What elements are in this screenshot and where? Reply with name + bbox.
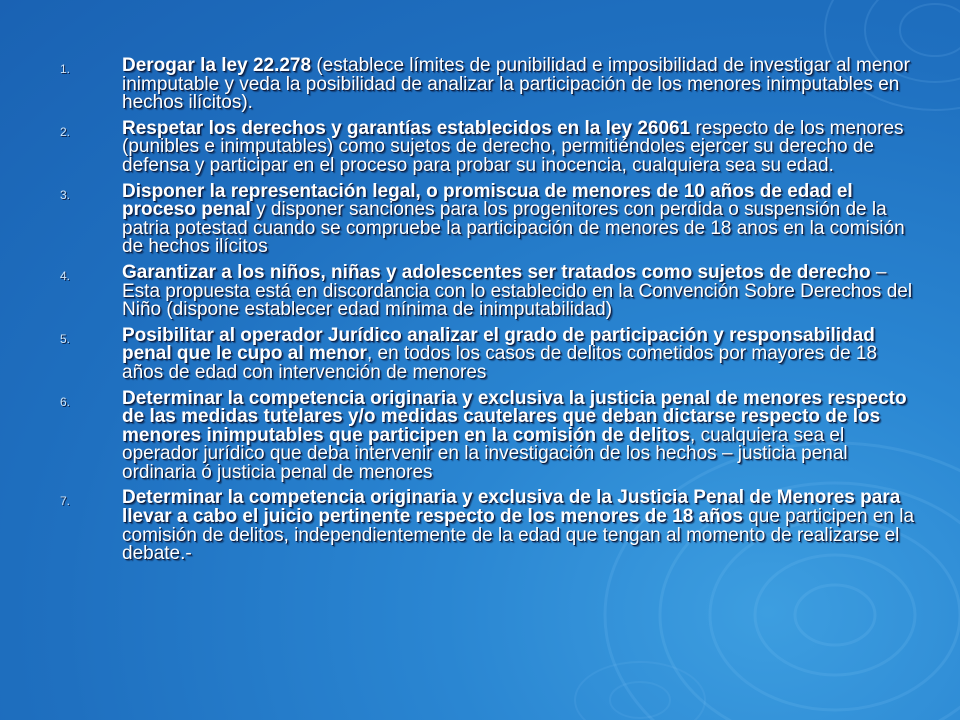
item-text: , cualquiera sea el operador jurídico que deba intervenir en la investigación de los hechos – justicia penal ordinaria ó justicia penal de menores — [122, 424, 848, 483]
list-item — [60, 117, 922, 176]
list-item — [60, 324, 922, 383]
item-number: 6. — [60, 394, 71, 409]
item-bold-text: Garantizar a los niños, niñas y adolescentes ser tratados como sujetos de derecho — [122, 261, 871, 283]
item-bold-text: Derogar la ley 22.278 — [122, 55, 312, 76]
list-item — [60, 261, 922, 321]
numbered-list — [60, 57, 922, 564]
item-text: que participen en la comisión de delitos, independientemente de la edad que tengan al momento de realizarse el debate.- — [122, 506, 915, 565]
list-item — [60, 387, 922, 483]
item-number: 3. — [60, 187, 71, 202]
item-text: y disponer sanciones para los progenitores con perdida o suspensión de la patria potestad cuando se compruebe la participación de menores de 18 anos en la comisión de hechos ilícitos — [122, 199, 905, 258]
slide-body — [60, 57, 922, 571]
item-bold-text: Posibilitar al operador Jurídico analizar el grado de participación y responsabilidad penal que le cupo al menor — [122, 324, 875, 365]
item-bold-text: Respetar los derechos y garantías establecidos en la ley 26061 — [122, 117, 691, 139]
item-number: 7. — [60, 494, 71, 509]
item-number: 4. — [60, 268, 71, 283]
item-bold-text: Disponer la representación legal, o promiscua de menores de 10 años de edad el proceso penal — [122, 180, 853, 221]
item-number: 5. — [60, 331, 71, 346]
item-text: – Esta propuesta está en discordancia con lo establecido en la Convención Sobre Derechos del Niño (dispone establecer edad mínima de inimputabilidad) — [122, 261, 913, 321]
item-bold-text: Determinar la competencia originaria y exclusiva de la Justicia Penal de Menores para llevar a cabo el juicio pertinente respecto de los menores de 18 años — [122, 487, 901, 528]
list-item — [60, 180, 922, 258]
item-number: 1. — [60, 62, 71, 76]
item-text: (establece límites de punibilidad e imposibilidad de investigar al menor inimputable y veda la posibilidad de analizar la participación de los menores inimputables en hechos ilícitos). — [122, 55, 910, 114]
item-number: 2. — [60, 124, 71, 139]
list-item — [60, 57, 922, 113]
item-text: respecto de los menores (punibles e inimputables) como sujetos de derecho, permitiéndoles ejercer su derecho de defensa y participar en el proceso para probar su inocencia, cualquiera sea su edad. — [122, 117, 904, 176]
item-bold-text: Determinar la competencia originaria y exclusiva la justicia penal de menores respecto de las medidas tutelares y/o medidas cautelares que deban dictarse respecto de los menores inimputables que participen en la comisión de delitos — [122, 387, 907, 446]
item-text: , en todos los casos de delitos cometidos por mayores de 18 años de edad con intervención de menores — [122, 343, 878, 383]
list-item — [60, 489, 922, 563]
